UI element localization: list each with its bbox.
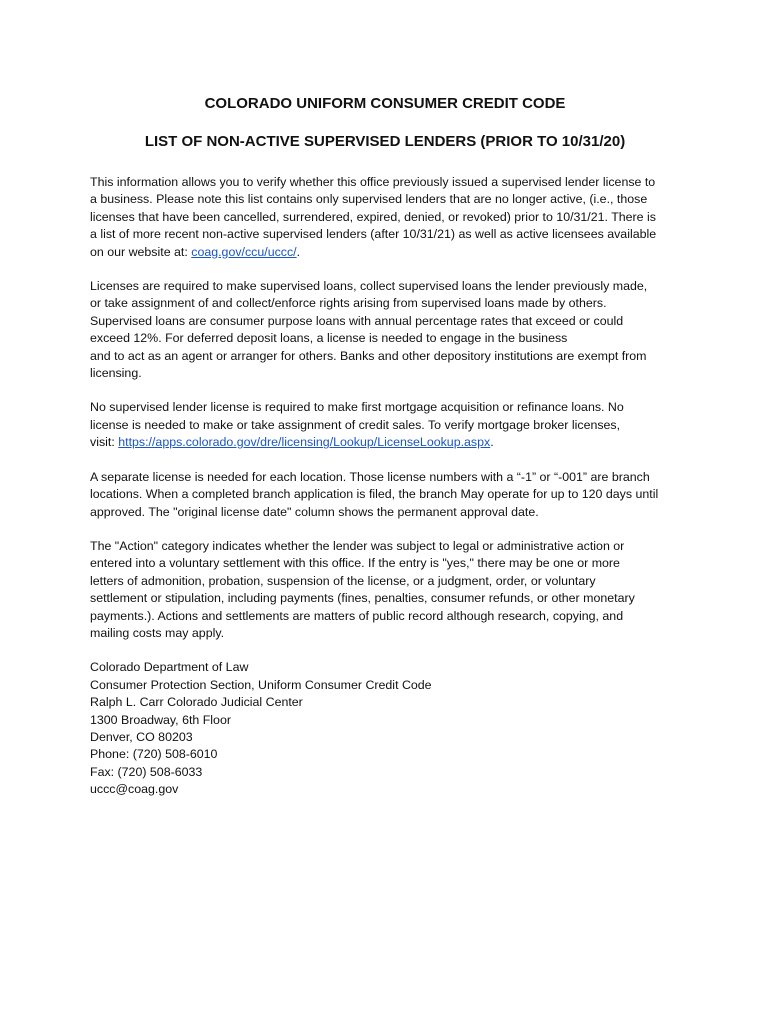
text-line: licenses that have been cancelled, surrendered, expired, denied, or revoked) prior to 10/31/21. There is (90, 209, 656, 224)
paragraph-branches (90, 469, 680, 521)
contact-street: 1300 Broadway, 6th Floor (90, 712, 231, 727)
document-subtitle: LIST OF NON-ACTIVE SUPERVISED LENDERS (PRIOR TO 10/31/20) (144, 133, 626, 150)
paragraph-mortgage (90, 399, 680, 451)
text-line: The "Action" category indicates whether the lender was subject to legal or administrative action or (90, 538, 625, 553)
contact-building: Ralph L. Carr Colorado Judicial Center (90, 695, 303, 710)
paragraph-licenses (90, 278, 680, 382)
text-line: This information allows you to verify whether this office previously issued a supervised lender license to (90, 175, 656, 189)
text-line: license is needed to make or take assignment of credit sales. To verify mortgage broker licenses, (90, 417, 621, 432)
contact-block (90, 659, 680, 798)
website-link[interactable]: coag.gov/ccu/uccc/ (191, 244, 297, 259)
contact-org: Colorado Department of Law (90, 660, 249, 675)
text-line: Licenses are required to make supervised loans, collect supervised loans the lender previously made, (90, 279, 648, 294)
text-line: No supervised lender license is required to make first mortgage acquisition or refinance loans. No (90, 400, 624, 415)
license-lookup-link[interactable]: https://apps.colorado.gov/dre/licensing/Lookup/LicenseLookup.aspx (118, 435, 491, 450)
text-fragment: visit: (90, 435, 119, 450)
text-line: letters of admonition, probation, suspension of the license, or a judgment, order, or voluntary (90, 573, 596, 588)
text-fragment: on our website at: (90, 244, 192, 259)
text-line (90, 434, 680, 451)
text-line: mailing costs may apply. (90, 625, 225, 640)
text-line: exceed 12%. For deferred deposit loans, a license is needed to engage in the business (90, 331, 568, 346)
text-line: and to act as an agent or arranger for others. Banks and other depository institutions are exempt from (90, 348, 647, 363)
text-line: Supervised loans are consumer purpose loans with annual percentage rates that exceed or could (90, 313, 624, 328)
contact-city: Denver, CO 80203 (90, 729, 193, 744)
text-fragment: . (296, 244, 301, 259)
text-line: A separate license is needed for each location. Those license numbers with a “-1” or “-001” are branch (90, 469, 650, 484)
text-line: settlement or stipulation, including payments (fines, penalties, consumer refunds, or other monetary (90, 591, 635, 606)
contact-email: uccc@coag.gov (90, 782, 179, 797)
document-title: COLORADO UNIFORM CONSUMER CREDIT CODE (204, 95, 566, 112)
text-line: licensing. (90, 366, 142, 381)
text-line: a business. Please note this list contains only supervised lenders that are no longer active, (i.e., those (90, 192, 648, 207)
paragraph-intro (90, 174, 680, 261)
paragraph-action (90, 538, 680, 642)
contact-section: Consumer Protection Section, Uniform Consumer Credit Code (90, 677, 432, 692)
text-fragment: . (490, 435, 494, 450)
text-line: or take assignment of and collect/enforce rights arising from supervised loans made by others. (90, 296, 607, 311)
text-line (90, 244, 680, 261)
text-line: entered into a voluntary settlement with this office. If the entry is "yes," there may be one or more (90, 556, 620, 571)
text-line: locations. When a completed branch application is filed, the branch May operate for up to 120 days until (90, 487, 659, 502)
contact-phone: Phone: (720) 508-6010 (90, 747, 218, 762)
text-line: approved. The "original license date" column shows the permanent approval date. (90, 504, 539, 519)
text-line: a list of more recent non-active supervised lenders (after 10/31/21) as well as active licensees available (90, 227, 657, 242)
contact-fax: Fax: (720) 508-6033 (90, 764, 203, 779)
text-line: payments.). Actions and settlements are matters of public record although research, copying, and (90, 608, 624, 623)
